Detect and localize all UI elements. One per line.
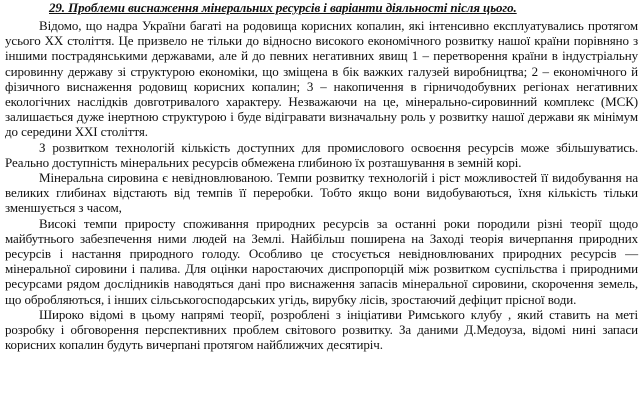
paragraph-club-of-rome: Широко відомі в цьому напрямі теорії, розроблені з ініціативи Римського клубу , який ставить на меті розробку і обговорення перспективних проблем світового розвитку. За даними Д.Медоуза, відомі нині запаси корисних копалин будуть вичерпані протягом найближчих десятиріч. (5, 306, 638, 353)
paragraph-non-renewable: Мінеральна сировина є невідновлюваною. Темпи розвитку технологій і ріст можливостей її видобування на великих глибинах відстають від темпів її переробки. Тобто якщо вони видобуваються, їхня кількість тільки зменшується з часом, (5, 170, 638, 216)
paragraph-mineral-deposits: Відомо, що надра України багаті на родовища корисних копалин, які інтенсивно експлуатувались протягом усього XX століття. Це призвело не тільки до відносно високого економічного розвитку нашої країни порівняно з іншими пострадянськими державами, але й до певних негативних явищ 1 – перетворення країни в індустріальну сировинну державу зі структурою економіки, що зміщена в бік важких галузей виробництва; 2 – економічного й фізичного виснаження родовищ корисних копалин; 3 – накопичення в гірничодобувних регіонах негативних екологічних наслідків довготривалого характеру. Незважаючи на це, мінерально-сировинний комплекс (МСК) залишається дуже інертною структурою і буде відігравати визначальну роль у розвитку нашої держави як мінімум до середини XXI століття. (5, 18, 638, 140)
section-heading: 29. Проблеми виснаження мінеральних ресурсів і варіанти діяльності після цього. (49, 0, 517, 15)
paragraph-technology-access: З розвитком технологій кількість доступних для промислового освоєння ресурсів може збільшуватись. Реально доступність мінеральних ресурсів обмежена глибиною їх розташування в земній корі. (5, 139, 638, 170)
paragraph-resource-theories: Високі темпи приросту споживання природних ресурсів за останні роки породили різні теорії щодо майбутнього забезпечення ними людей на Землі. Найбільш поширена на Заході теорія вичерпання природних ресурсів і настання природного голоду. Особливо це стосується невідновлюваних природних ресурсів — мінеральної сировини і палива. Для оцінки наростаючих диспропорцій між розвитком суспільства і природними ресурсами рядом дослідників наводяться дані про виснаження запасів мінеральної сировини, скорочення земель, що обробляються, і інших сільськогосподарських угідь, вирубку лісів, зростаючий дефіцит прісної води. (5, 215, 638, 307)
